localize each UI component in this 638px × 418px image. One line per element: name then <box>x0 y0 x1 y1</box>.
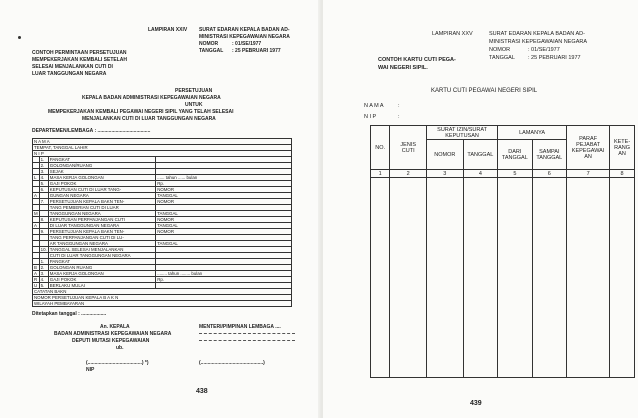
form-row-number: 5. <box>39 283 48 289</box>
form-row-letter: U <box>34 283 38 288</box>
form-row-number: 7. <box>39 199 48 205</box>
form-row-letter: M <box>34 211 38 216</box>
form-row-value: TANGGAL <box>156 193 292 199</box>
form-row-number: 9. <box>39 229 48 235</box>
form-row-number: 1. <box>39 157 48 163</box>
body-cell <box>610 178 635 378</box>
form-row-number: 4. <box>39 277 48 283</box>
leave-card-table <box>370 125 635 378</box>
form-row-label: MASA KERJA GOLONGAN <box>48 175 155 181</box>
form-row-value: Rp. <box>156 181 292 187</box>
form-row-number: 10. <box>40 247 47 252</box>
form-row-number: 2. <box>39 265 48 271</box>
form-row-value: ........ tahun ........ bulan <box>156 271 292 277</box>
form-row-label: TEMPAT, TANGGAL LAHIR <box>33 145 292 151</box>
num-1: 1 <box>371 170 390 178</box>
form-row-letter: L <box>33 175 40 181</box>
form-row-label: GAJI POKOK <box>48 277 155 283</box>
form-row-label: GOLONGAN RUANG <box>48 265 155 271</box>
col-no: NO. <box>371 126 390 170</box>
form-row-label: TANG PEMBERIAN CUTI DI LUAR <box>48 205 155 211</box>
body-cell <box>498 178 532 378</box>
form-row-value: NOMOR <box>156 199 292 205</box>
form-row-value: TANGGAL <box>156 211 292 217</box>
form-row-number: 3. <box>39 169 48 175</box>
form-row-label: WILAYAH PEMBAYARAN <box>33 301 292 307</box>
form-row-letter: R <box>34 277 38 282</box>
page-number-left: 438 <box>196 388 208 395</box>
num-2: 2 <box>390 170 427 178</box>
form-row-number: 5. <box>39 181 48 187</box>
form-row-number: 2. <box>39 163 48 169</box>
form-row-label: MASA KERJA GOLONGAN <box>48 271 155 277</box>
body-cell <box>427 178 464 378</box>
form-row-label: PANGKAT <box>48 157 155 163</box>
col-tanggal: TANGGAL <box>463 140 497 170</box>
form-row-label: BERLAKU MULAI <box>48 283 155 289</box>
form-row-value: NOMOR <box>156 187 292 193</box>
form-row-label: DI LUAR TANGGUNGAN NEGARA <box>48 223 155 229</box>
form-row-number: 8. <box>39 217 48 223</box>
body-cell <box>532 178 566 378</box>
num-3: 3 <box>427 170 464 178</box>
form-row-label: PERSETUJUAN KEPALA BAKN TEN- <box>48 199 155 205</box>
departemen-line: DEPARTEMEN/LEMBAGA : ...................................... <box>32 128 151 134</box>
form-row-label: GUNGAN NEGARA <box>48 193 155 199</box>
num-7: 7 <box>567 170 610 178</box>
num-5: 5 <box>498 170 532 178</box>
form-row-label: GOLONGAN/RUANG <box>48 163 155 169</box>
num-6: 6 <box>532 170 566 178</box>
form-row-label: CATATAN BAKN <box>33 289 292 295</box>
form-row-value: TANGGAL <box>156 223 292 229</box>
form-row-label: TANG PERPANJANGAN CUTI DI LU- <box>48 235 155 241</box>
kartu-cuti-title: KARTU CUTI PEGAWAI NEGERI SIPIL <box>431 88 538 94</box>
nip-label: N I P <box>364 114 377 120</box>
form-row-value: Rp. <box>156 277 292 283</box>
form-row-label: N I P <box>33 151 292 157</box>
form-row-label: SEJAK <box>48 169 155 175</box>
form-row-label: TANGGUNGAN NEGARA <box>48 211 155 217</box>
page-number-right: 439 <box>470 400 482 407</box>
col-jenis-cuti: JENIS CUTI <box>390 126 427 170</box>
body-cell <box>390 178 427 378</box>
form-row-letter: A <box>33 193 40 199</box>
form-row-value: ...... tahun ...... bulan <box>156 175 292 181</box>
form-row-number: 1. <box>39 259 48 265</box>
col-lamanya: LAMANYA <box>498 126 567 140</box>
form-row-label: TANGGAL SELESAI MENJALANKAN <box>48 247 155 253</box>
body-cell <box>371 178 390 378</box>
form-row-label: N A M A <box>33 139 292 145</box>
body-cell <box>567 178 610 378</box>
num-4: 4 <box>463 170 497 178</box>
form-row-label: AR TANGGUNGAN NEGARA <box>48 241 155 247</box>
nama-label: N A M A <box>364 103 384 109</box>
col-dari: DARI TANGGAL <box>498 140 532 170</box>
form-row-number: 3. <box>39 271 48 277</box>
form-row-value: NOMOR <box>156 229 292 235</box>
form-row <box>33 301 292 307</box>
form-row-label: KEPUTUSAN PERPANJANGAN CUTI <box>48 217 155 223</box>
form-row-label: CUTI DI LUAR TANGGUNGAN NEGARA <box>48 253 155 259</box>
form-row-number: 6. <box>39 187 48 193</box>
col-keterangan: KETE- RANG AN <box>610 126 635 170</box>
form-row-letter: A <box>33 223 40 229</box>
ditetapkan-line: Ditetapkan tanggal : .................. <box>32 311 107 317</box>
form-row-label: PERSETUJUAN KEPALA BAKN TEN- <box>48 229 155 235</box>
form-row-number: 4. <box>39 175 48 181</box>
col-nomor: NOMOR <box>427 140 464 170</box>
col-paraf: PARAF PEJABAT KEPEGAWAI AN <box>567 126 610 170</box>
col-surat-izin: SURAT IZIN/SURAT KEPUTUSAN <box>427 126 498 140</box>
form-row-letter: A <box>33 271 40 277</box>
form-row-label: PANGKAT <box>48 259 155 265</box>
margin-mark <box>18 36 21 39</box>
form-row-label: NOMOR PERSETUJUAN KEPALA B A K N <box>33 295 292 301</box>
approval-form-table <box>32 138 292 307</box>
num-8: 8 <box>610 170 635 178</box>
form-row-value: NOMOR <box>156 217 292 223</box>
form-row-label: KEPUTUSAN CUTI DI LUAR TANG- <box>48 187 155 193</box>
form-row-letter: B <box>33 265 40 271</box>
form-row-label: GAJI POKOK <box>48 181 155 187</box>
col-sampai: SAMPAI TANGGAL <box>532 140 566 170</box>
form-row-value: TANGGAL <box>156 241 292 247</box>
body-cell <box>463 178 497 378</box>
